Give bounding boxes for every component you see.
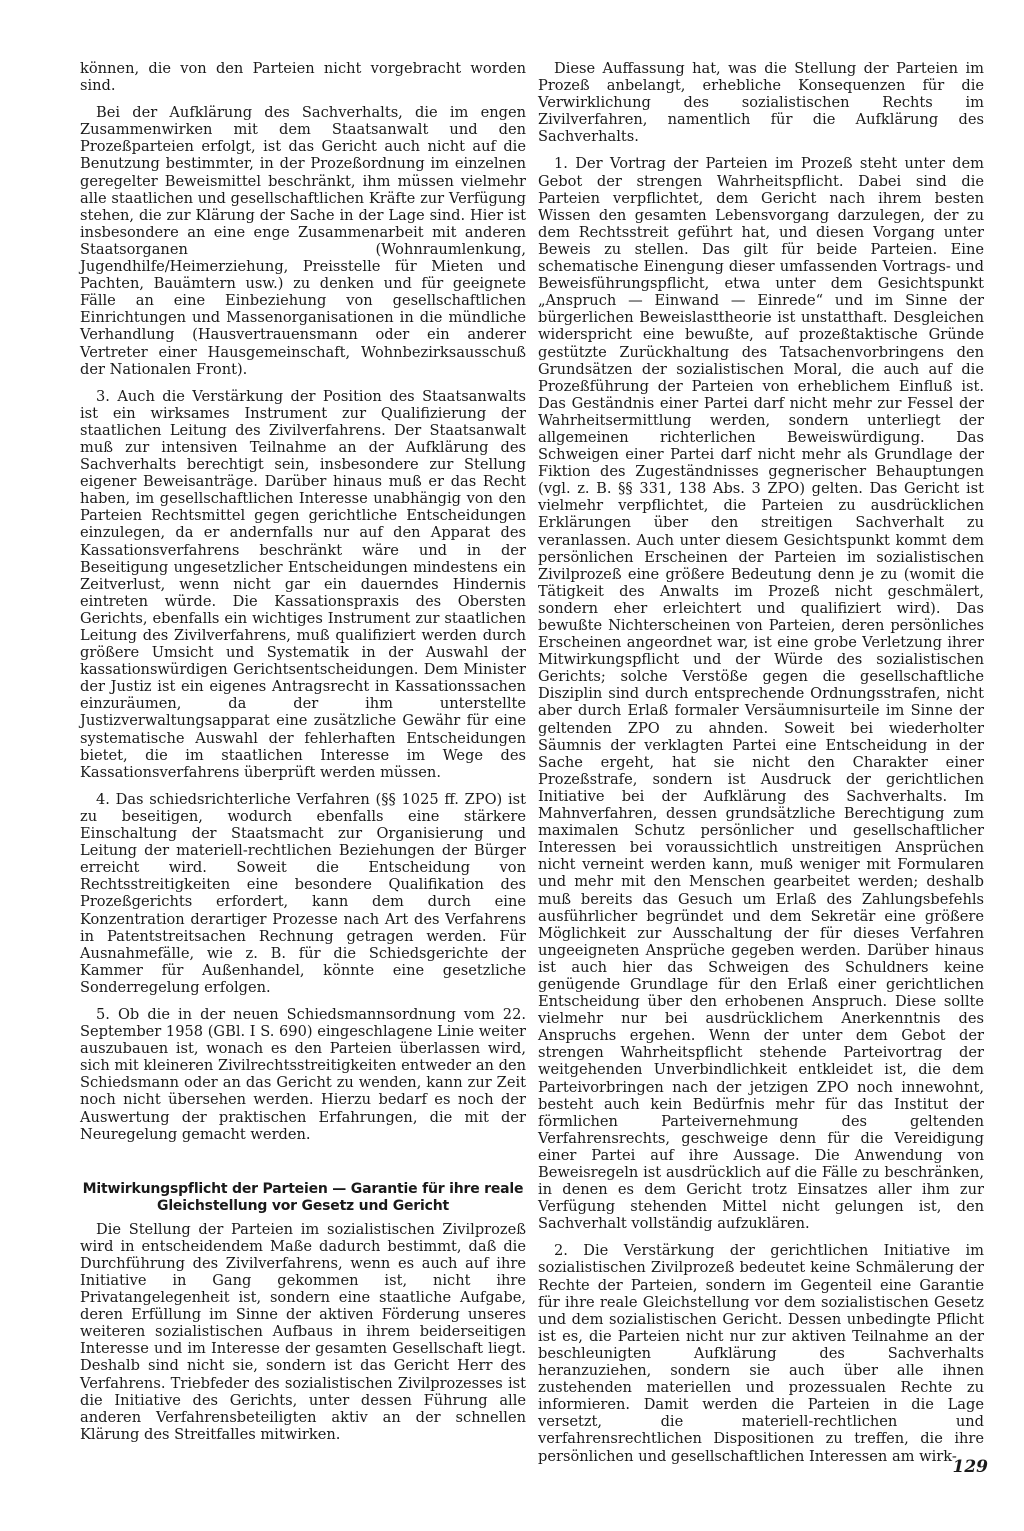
page-number: 129 bbox=[952, 1457, 988, 1477]
section-heading: Mitwirkungspflicht der Parteien — Garantie für ihre reale Gleichstellung vor Gesetz und Gericht bbox=[82, 1180, 524, 1214]
paragraph: 2. Die Verstärkung der gerichtlichen Initiative im sozialistischen Zivilprozeß bedeutet keine Schmälerung der Rechte der Parteien, sondern im Gegenteil eine Garantie für ihre reale Gleichstellung vor dem sozialistischen Gesetz und dem sozialistischen Gericht. Dessen unbedingte Pflicht ist es, die Parteien nicht nur zur aktiven Teilnahme an der beschleunigten Aufklärung des Sachverhalts heranzuziehen, sondern sie auch über alle ihnen zustehenden materiellen und prozessualen Rechte zu informieren. Damit werden die Parteien in die Lage versetzt, die materiell-rechtlichen und verfahrensrechtlichen Dispositionen zu treffen, die ihre persönlichen und gesellschaftlichen Interessen am wirk- bbox=[538, 1242, 984, 1465]
paragraph: können, die von den Parteien nicht vorgebracht worden sind. bbox=[80, 60, 526, 95]
right-column bbox=[538, 60, 984, 1475]
paragraph: Diese Auffassung hat, was die Stellung der Parteien im Prozeß anbelangt, erhebliche Konsequenzen für die Verwirklichung des sozialistischen Rechts im Zivilverfahren, namentlich für die Aufklärung des Sachverhalts. bbox=[538, 60, 984, 146]
paragraph: 5. Ob die in der neuen Schiedsmannsordnung vom 22. September 1958 (GBl. I S. 690) eingeschlagene Linie weiter auszubauen ist, wonach es den Parteien überlassen wird, sich mit kleineren Zivilrechtsstreitigkeiten entweder an den Schiedsmann oder an das Gericht zu wenden, kann zur Zeit noch nicht übersehen werden. Hierzu bedarf es noch der Auswertung der praktischen Erfahrungen, die mit der Neuregelung gemacht werden. bbox=[80, 1005, 526, 1143]
paragraph: 4. Das schiedsrichterliche Verfahren (§§ 1025 ff. ZPO) ist zu beseitigen, wodurch ebenfalls eine stärkere Einschaltung der Staatsmacht zur Organisierung und Leitung der materiell-rechtlichen Beziehungen der Bürger erreicht wird. Soweit die Entscheidung von Rechtsstreitigkeiten eine besondere Qualifikation des Prozeßgerichts erfordert, kann dem durch eine Konzentration derartiger Prozesse nach Art des Verfahrens in Patentstreitsachen Rechnung getragen werden. Für Ausnahmefälle, wie z. B. für die Schiedsgerichte der Kammer für Außenhandel, könnte eine gesetzliche Sonderregelung erfolgen. bbox=[80, 790, 526, 996]
paragraph: Die Stellung der Parteien im sozialistischen Zivilprozeß wird in entscheidendem Maße dadurch bestimmt, daß die Durchführung des Zivilverfahrens, wenn es auch auf ihre Initiative in Gang gekommen ist, nicht ihre Privatangelegenheit ist, sondern eine staatliche Aufgabe, deren Erfüllung im Sinne der aktiven Förderung unseres weiteren sozialistischen Aufbaus in ihrem beiderseitigen Interesse und im Interesse der gesamten Gesellschaft liegt. Deshalb sind nicht sie, sondern ist das Gericht Herr des Verfahrens. Triebfeder des sozialistischen Zivilprozesses ist die Initiative des Gerichts, unter dessen Führung alle anderen Verfahrensbeteiligten aktiv an der schnellen Klärung des Streitfalles mitwirken. bbox=[80, 1220, 526, 1443]
document-page bbox=[66, 60, 986, 1500]
paragraph: Bei der Aufklärung des Sachverhalts, die im engen Zusammenwirken mit dem Staatsanwalt und den Prozeßparteien erfolgt, ist das Gericht auch nicht auf die Benutzung bestimmter, in der Prozeßordnung im einzelnen geregelter Beweismittel beschränkt, ihm müssen vielmehr alle staatlichen und gesellschaftlichen Kräfte zur Verfügung stehen, die zur Klärung der Sache in der Lage sind. Hier ist insbesondere an eine enge Zusammenarbeit mit anderen Staatsorganen (Wohnraumlenkung, Jugendhilfe/Heimerziehung, Preisstelle für Mieten und Pachten, Bauämtern usw.) zu denken und für geeignete Fälle an eine Einbeziehung von gesellschaftlichen Einrichtungen und Massenorganisationen in die mündliche Verhandlung (Hausvertrauensmann oder ein anderer Vertreter einer Hausgemeinschaft, Wohnbezirksausschuß der Nationalen Front). bbox=[80, 104, 526, 378]
paragraph: 1. Der Vortrag der Parteien im Prozeß steht unter dem Gebot der strengen Wahrheitspflicht. Dabei sind die Parteien verpflichtet, dem Gericht nach ihrem besten Wissen den gesamten Lebensvorgang darzulegen, der zu dem Rechtsstreit geführt hat, und diesen Vorgang unter Beweis zu stellen. Das gilt für beide Parteien. Eine schematische Einengung dieser umfassenden Vortrags- und Beweisführungspflicht, etwa unter dem Gesichtspunkt „Anspruch — Einwand — Einrede“ und im Sinne der bürgerlichen Beweislasttheorie ist unstatthaft. Desgleichen widerspricht eine bewußte, auf prozeßtaktische Gründe gestützte Zurückhaltung des Tatsachenvorbringens den Grundsätzen der sozialistischen Moral, die auch auf die Prozeßführung der Parteien von erheblichem Einfluß ist. Das Geständnis einer Partei darf nicht mehr zur Fessel der Wahrheitsermittlung werden, sondern unterliegt der allgemeinen richterlichen Beweiswürdigung. Das Schweigen einer Partei darf nicht mehr als Grundlage der Fiktion des Zugeständnisses gegnerischer Behauptungen (vgl. z. B. §§ 331, 138 Abs. 3 ZPO) gelten. Das Gericht ist vielmehr verpflichtet, die Parteien zu ausdrücklichen Erklärungen über den streitigen Sachverhalt zu veranlassen. Auch unter diesem Gesichtspunkt kommt dem persönlichen Erscheinen der Parteien im sozialistischen Zivilprozeß eine größere Bedeutung denn je zu (womit die Tätigkeit des Anwalts im Prozeß nicht geschmälert, sondern eher erleichtert und qualifiziert wird). Das bewußte Nichterscheinen von Parteien, deren persönliches Erscheinen angeordnet war, ist eine grobe Verletzung ihrer Mitwirkungspflicht und der Würde des sozialistischen Gerichts; solche Verstöße gegen die gesellschaftliche Disziplin sind durch entsprechende Ordnungsstrafen, nicht aber durch Erlaß formaler Versäumnisurteile im Sinne der geltenden ZPO zu ahnden. Soweit bei wiederholter Säumnis der verklagten Partei eine Entscheidung in der Sache ergeht, hat sie nicht den Charakter einer Prozeßstrafe, sondern ist Ausdruck der gerichtlichen Initiative bei der Aufklärung des Sachverhalts. Im Mahnverfahren, dessen grundsätzliche Berechtigung zum maximalen Schutz persönlicher und gesellschaftlicher Interessen bei voraussichtlich unstreitigen Ansprüchen nicht verneint werden kann, muß weniger mit Formularen und mehr mit den Menschen gearbeitet werden; deshalb muß bereits das Gesuch um Erlaß des Zahlungsbefehls ausführlicher begründet und dem Sekretär eine größere Möglichkeit zur Ausschaltung der für dieses Verfahren ungeeigneten Ansprüche gegeben werden. Darüber hinaus ist auch hier das Schweigen des Schuldners keine genügende Grundlage für den Erlaß einer gerichtlichen Entscheidung über den erhobenen Anspruch. Diese sollte vielmehr nur bei ausdrücklichem Anerkenntnis des Anspruchs ergehen. Wenn der unter dem Gebot der strengen Wahrheitspflicht stehende Parteivortrag der weitgehenden Unverbindlichkeit entkleidet ist, die dem Parteivorbringen nach der jetzigen ZPO noch innewohnt, besteht auch kein Bedürfnis mehr für das Institut der förmlichen Parteivernehmung des geltenden Verfahrensrechts, geschweige denn für die Vereidigung einer Partei auf ihre Aussage. Die Anwendung von Beweisregeln ist ausdrücklich auf die Fälle zu beschränken, in denen es dem Gericht trotz Einsatzes aller ihm zur Verfügung stehenden Mittel nicht gelungen ist, den Sachverhalt vollständig aufzuklären. bbox=[538, 155, 984, 1233]
paragraph: 3. Auch die Verstärkung der Position des Staatsanwalts ist ein wirksames Instrument zur Qualifizierung der staatlichen Leitung des Zivilverfahrens. Der Staatsanwalt muß zur intensiven Teilnahme an der Aufklärung des Sachverhalts berechtigt sein, insbesondere zur Stellung eigener Beweisanträge. Darüber hinaus muß er das Recht haben, im gesellschaftlichen Interesse unabhängig von den Parteien Rechtsmittel gegen gerichtliche Entscheidungen einzulegen, da er andernfalls nur auf den Apparat des Kassationsverfahrens beschränkt wäre und in der Beseitigung ungesetzlicher Entscheidungen mindestens ein Zeitverlust, wenn nicht gar ein dauerndes Hindernis eintreten würde. Die Kassationspraxis des Obersten Gerichts, ebenfalls ein wichtiges Instrument zur staatlichen Leitung des Zivilverfahrens, muß qualifiziert werden durch größere Umsicht und Systematik in der Auswahl der kassationswürdigen Gerichtsentscheidungen. Dem Minister der Justiz ist ein eigenes Antragsrecht in Kassationssachen einzuräumen, da der ihm unterstellte Justizverwaltungsapparat eine zusätzliche Gewähr für eine systematische Auswahl der fehlerhaften Entscheidungen bietet, die im staatlichen Interesse im Wege des Kassationsverfahrens überprüft werden müssen. bbox=[80, 387, 526, 781]
left-column bbox=[80, 60, 526, 1453]
